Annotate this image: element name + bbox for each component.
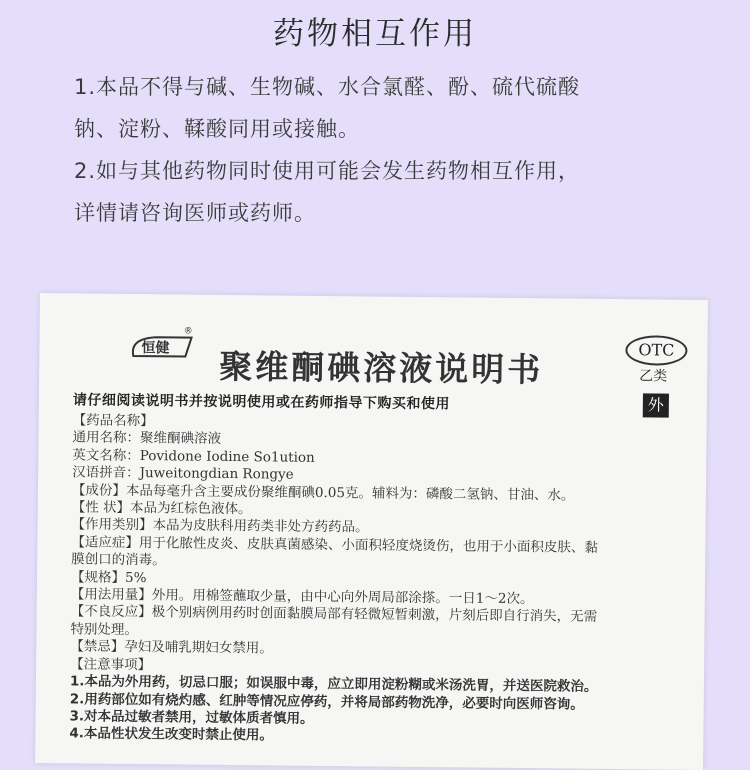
interaction-paragraph-line: 2.如与其他药物同时使用可能会发生药物相互作用， — [74, 159, 581, 183]
leaflet-line: 【适应症】用于化脓性皮炎、皮肤真菌感染、小面积轻度烧烫伤，也用于小面积皮肤、黏 — [71, 534, 598, 556]
registered-mark: ® — [183, 326, 193, 337]
leaflet-line: 英文名称：Povidone Iodine So1ution — [72, 447, 315, 466]
leaflet-line: 【性 状】本品为红棕色液体。 — [71, 499, 252, 518]
leaflet-line: 2.用药部位如有烧灼感、红肿等情况应停药，并将局部药物洗净，必要时向医师咨询。 — [69, 690, 584, 713]
leaflet-line: 【禁忌】孕妇及哺乳期妇女禁用。 — [70, 638, 273, 657]
interaction-paragraph-line: 详情请咨询医师或药师。 — [74, 201, 316, 225]
leaflet-line: 通用名称：聚维酮碘溶液 — [72, 429, 222, 448]
leaflet-line: 膜创口的消毒。 — [71, 551, 166, 569]
leaflet-body — [69, 412, 702, 749]
leaflet-line: 【药品名称】 — [72, 412, 154, 430]
interaction-paragraph-line: 钠、淀粉、鞣酸同用或接触。 — [74, 117, 360, 141]
leaflet-line: 1.本品为外用药，切忌口服；如误服中毒，应立即用淀粉糊或米汤洗胃，并送医院救治。 — [69, 673, 598, 695]
leaflet-line: 特别处理。 — [70, 621, 139, 638]
leaflet-line: 【规格】5% — [70, 568, 147, 586]
otc-badge: OTC — [625, 335, 687, 366]
brand-logo — [127, 334, 195, 361]
leaflet-line: 4.本品性状发生改变时禁止使用。 — [69, 725, 273, 744]
leaflet-line: 【不良反应】极个别病例用药时创面黏膜局部有轻微短暂刺激，片刻后即自行消失，无需 — [70, 603, 598, 626]
leaflet-line: 3.对本品过敏者禁用，过敏体质者慎用。 — [69, 708, 314, 727]
leaflet-title: 聚维酮碘溶液说明书 — [219, 346, 544, 390]
leaflet-line: 【成份】本品每毫升含主要成份聚维酮碘0.05克。辅料为：磷酸二氢钠、甘油、水。 — [71, 481, 575, 504]
leaflet-line: 【用法用量】外用。用棉签蘸取少量，由中心向外周局部涂搽。一日1～2次。 — [70, 586, 534, 608]
leaflet-line: 汉语拼音：Juweitongdian Rongye — [72, 464, 294, 483]
brand-logo-text: 恒健 — [141, 340, 170, 357]
external-use-mark: 外 — [643, 393, 669, 417]
otc-class-label: 乙类 — [639, 368, 668, 385]
leaflet-line: 【注意事项】 — [70, 656, 152, 673]
usage-notice: 请仔细阅读说明书并按说明使用或在药师指导下购买和使用 — [72, 392, 450, 413]
leaflet-photo — [35, 293, 708, 770]
leaflet-line: 【作用类别】本品为皮肤科用药类非处方药药品。 — [71, 516, 369, 536]
page-title: 药物相互作用 — [273, 16, 477, 52]
interaction-paragraph-line: 1.本品不得与碱、生物碱、水合氯醛、酚、硫代硫酸 — [74, 75, 581, 99]
